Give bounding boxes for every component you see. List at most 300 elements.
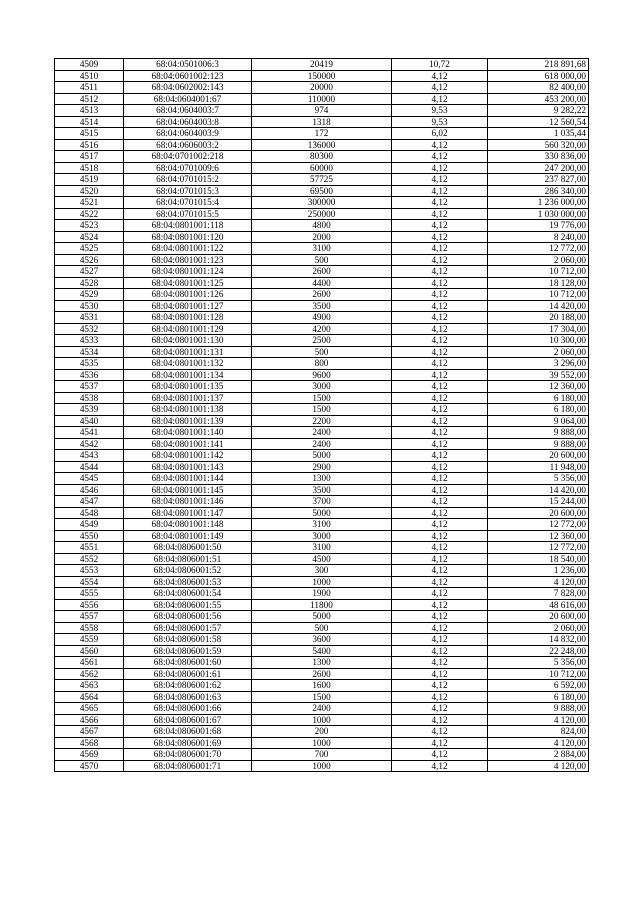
rate-cell: 4,12 bbox=[392, 346, 488, 358]
row-number-cell: 4535 bbox=[55, 358, 124, 370]
rate-cell: 4,12 bbox=[392, 93, 488, 105]
row-number-cell: 4510 bbox=[55, 70, 124, 82]
row-number-cell: 4516 bbox=[55, 139, 124, 151]
table-row bbox=[55, 404, 589, 416]
value-cell: 7 828,00 bbox=[488, 588, 589, 600]
table-row bbox=[55, 162, 589, 174]
value-cell: 12 560,54 bbox=[488, 116, 589, 128]
cadastral-number-cell: 68:04:0801001:128 bbox=[124, 312, 252, 324]
value-cell: 18 540,00 bbox=[488, 553, 589, 565]
table-row bbox=[55, 243, 589, 255]
value-cell: 10 712,00 bbox=[488, 289, 589, 301]
cadastral-number-cell: 68:04:0604001:67 bbox=[124, 93, 252, 105]
row-number-cell: 4565 bbox=[55, 703, 124, 715]
value-cell: 1 236 000,00 bbox=[488, 197, 589, 209]
cadastral-number-cell: 68:04:0801001:118 bbox=[124, 220, 252, 232]
row-number-cell: 4544 bbox=[55, 461, 124, 473]
row-number-cell: 4542 bbox=[55, 438, 124, 450]
area-cell: 300 bbox=[252, 565, 392, 577]
area-cell: 1300 bbox=[252, 657, 392, 669]
row-number-cell: 4515 bbox=[55, 128, 124, 140]
rate-cell: 10,72 bbox=[392, 59, 488, 71]
table-row bbox=[55, 277, 589, 289]
value-cell: 11 948,00 bbox=[488, 461, 589, 473]
cadastral-number-cell: 68:04:0806001:71 bbox=[124, 760, 252, 772]
area-cell: 1000 bbox=[252, 714, 392, 726]
row-number-cell: 4570 bbox=[55, 760, 124, 772]
value-cell: 6 180,00 bbox=[488, 392, 589, 404]
value-cell: 8 240,00 bbox=[488, 231, 589, 243]
value-cell: 14 420,00 bbox=[488, 300, 589, 312]
area-cell: 1000 bbox=[252, 760, 392, 772]
area-cell: 3700 bbox=[252, 496, 392, 508]
value-cell: 6 180,00 bbox=[488, 691, 589, 703]
table-row bbox=[55, 645, 589, 657]
rate-cell: 4,12 bbox=[392, 70, 488, 82]
value-cell: 824,00 bbox=[488, 726, 589, 738]
cadastral-number-cell: 68:04:0604003:7 bbox=[124, 105, 252, 117]
value-cell: 9 888,00 bbox=[488, 438, 589, 450]
area-cell: 1500 bbox=[252, 392, 392, 404]
rate-cell: 4,12 bbox=[392, 82, 488, 94]
value-cell: 20 188,00 bbox=[488, 312, 589, 324]
table-row bbox=[55, 151, 589, 163]
rate-cell: 4,12 bbox=[392, 714, 488, 726]
cadastral-number-cell: 68:04:0801001:143 bbox=[124, 461, 252, 473]
cadastral-number-cell: 68:04:0806001:56 bbox=[124, 611, 252, 623]
row-number-cell: 4518 bbox=[55, 162, 124, 174]
table-row bbox=[55, 599, 589, 611]
cadastral-number-cell: 68:04:0806001:57 bbox=[124, 622, 252, 634]
cadastral-number-cell: 68:04:0801001:124 bbox=[124, 266, 252, 278]
table-row bbox=[55, 369, 589, 381]
table-row bbox=[55, 381, 589, 393]
table-row bbox=[55, 300, 589, 312]
area-cell: 2600 bbox=[252, 289, 392, 301]
cadastral-number-cell: 68:04:0701015:3 bbox=[124, 185, 252, 197]
table-row bbox=[55, 415, 589, 427]
table-row bbox=[55, 680, 589, 692]
cadastral-number-cell: 68:04:0801001:145 bbox=[124, 484, 252, 496]
value-cell: 9 888,00 bbox=[488, 703, 589, 715]
cadastral-number-cell: 68:04:0801001:126 bbox=[124, 289, 252, 301]
area-cell: 800 bbox=[252, 358, 392, 370]
table-row bbox=[55, 519, 589, 531]
table-row bbox=[55, 691, 589, 703]
row-number-cell: 4519 bbox=[55, 174, 124, 186]
rate-cell: 4,12 bbox=[392, 369, 488, 381]
rate-cell: 4,12 bbox=[392, 530, 488, 542]
area-cell: 1900 bbox=[252, 588, 392, 600]
row-number-cell: 4532 bbox=[55, 323, 124, 335]
row-number-cell: 4564 bbox=[55, 691, 124, 703]
area-cell: 2000 bbox=[252, 231, 392, 243]
area-cell: 150000 bbox=[252, 70, 392, 82]
area-cell: 2500 bbox=[252, 335, 392, 347]
table-row bbox=[55, 749, 589, 761]
cadastral-number-cell: 68:04:0701009:6 bbox=[124, 162, 252, 174]
table-row bbox=[55, 703, 589, 715]
row-number-cell: 4553 bbox=[55, 565, 124, 577]
rate-cell: 4,12 bbox=[392, 323, 488, 335]
rate-cell: 4,12 bbox=[392, 392, 488, 404]
value-cell: 10 300,00 bbox=[488, 335, 589, 347]
area-cell: 2400 bbox=[252, 427, 392, 439]
rate-cell: 4,12 bbox=[392, 599, 488, 611]
cadastral-number-cell: 68:04:0801001:130 bbox=[124, 335, 252, 347]
table-row bbox=[55, 116, 589, 128]
area-cell: 1000 bbox=[252, 737, 392, 749]
value-cell: 1 035,44 bbox=[488, 128, 589, 140]
row-number-cell: 4556 bbox=[55, 599, 124, 611]
value-cell: 18 128,00 bbox=[488, 277, 589, 289]
rate-cell: 4,12 bbox=[392, 496, 488, 508]
value-cell: 19 776,00 bbox=[488, 220, 589, 232]
row-number-cell: 4538 bbox=[55, 392, 124, 404]
row-number-cell: 4554 bbox=[55, 576, 124, 588]
table-row bbox=[55, 59, 589, 71]
cadastral-number-cell: 68:04:0806001:59 bbox=[124, 645, 252, 657]
row-number-cell: 4525 bbox=[55, 243, 124, 255]
area-cell: 4200 bbox=[252, 323, 392, 335]
rate-cell: 4,12 bbox=[392, 289, 488, 301]
row-number-cell: 4549 bbox=[55, 519, 124, 531]
area-cell: 4800 bbox=[252, 220, 392, 232]
cadastral-number-cell: 68:04:0606003:2 bbox=[124, 139, 252, 151]
value-cell: 237 827,00 bbox=[488, 174, 589, 186]
value-cell: 17 304,00 bbox=[488, 323, 589, 335]
cadastral-number-cell: 68:04:0806001:51 bbox=[124, 553, 252, 565]
value-cell: 9 064,00 bbox=[488, 415, 589, 427]
table-row bbox=[55, 565, 589, 577]
table-row bbox=[55, 760, 589, 772]
table-row bbox=[55, 208, 589, 220]
row-number-cell: 4521 bbox=[55, 197, 124, 209]
area-cell: 3000 bbox=[252, 530, 392, 542]
row-number-cell: 4533 bbox=[55, 335, 124, 347]
table-row bbox=[55, 312, 589, 324]
cadastral-number-cell: 68:04:0801001:131 bbox=[124, 346, 252, 358]
cadastral-number-cell: 68:04:0806001:54 bbox=[124, 588, 252, 600]
row-number-cell: 4560 bbox=[55, 645, 124, 657]
cadastral-number-cell: 68:04:0806001:68 bbox=[124, 726, 252, 738]
rate-cell: 4,12 bbox=[392, 553, 488, 565]
cadastral-number-cell: 68:04:0801001:139 bbox=[124, 415, 252, 427]
area-cell: 3100 bbox=[252, 243, 392, 255]
cadastral-number-cell: 68:04:0801001:132 bbox=[124, 358, 252, 370]
rate-cell: 4,12 bbox=[392, 450, 488, 462]
cadastral-number-cell: 68:04:0801001:129 bbox=[124, 323, 252, 335]
row-number-cell: 4520 bbox=[55, 185, 124, 197]
rate-cell: 4,12 bbox=[392, 438, 488, 450]
area-cell: 4400 bbox=[252, 277, 392, 289]
value-cell: 12 772,00 bbox=[488, 519, 589, 531]
table-row bbox=[55, 668, 589, 680]
cadastral-number-cell: 68:04:0806001:62 bbox=[124, 680, 252, 692]
area-cell: 57725 bbox=[252, 174, 392, 186]
cadastral-number-cell: 68:04:0806001:63 bbox=[124, 691, 252, 703]
rate-cell: 4,12 bbox=[392, 588, 488, 600]
table-row bbox=[55, 507, 589, 519]
row-number-cell: 4523 bbox=[55, 220, 124, 232]
table-row bbox=[55, 220, 589, 232]
cadastral-number-cell: 68:04:0801001:135 bbox=[124, 381, 252, 393]
value-cell: 618 000,00 bbox=[488, 70, 589, 82]
table-row bbox=[55, 266, 589, 278]
cadastral-number-cell: 68:04:0806001:70 bbox=[124, 749, 252, 761]
area-cell: 60000 bbox=[252, 162, 392, 174]
cadastral-number-cell: 68:04:0801001:134 bbox=[124, 369, 252, 381]
row-number-cell: 4522 bbox=[55, 208, 124, 220]
cadastral-number-cell: 68:04:0806001:55 bbox=[124, 599, 252, 611]
area-cell: 20419 bbox=[252, 59, 392, 71]
value-cell: 6 180,00 bbox=[488, 404, 589, 416]
table-row bbox=[55, 93, 589, 105]
row-number-cell: 4536 bbox=[55, 369, 124, 381]
table-row bbox=[55, 588, 589, 600]
cadastral-number-cell: 68:04:0806001:58 bbox=[124, 634, 252, 646]
table-row bbox=[55, 70, 589, 82]
cadastral-number-cell: 68:04:0801001:142 bbox=[124, 450, 252, 462]
rate-cell: 4,12 bbox=[392, 335, 488, 347]
cadastral-number-cell: 68:04:0801001:147 bbox=[124, 507, 252, 519]
rate-cell: 4,12 bbox=[392, 358, 488, 370]
value-cell: 286 340,00 bbox=[488, 185, 589, 197]
row-number-cell: 4531 bbox=[55, 312, 124, 324]
row-number-cell: 4558 bbox=[55, 622, 124, 634]
row-number-cell: 4562 bbox=[55, 668, 124, 680]
table-row bbox=[55, 323, 589, 335]
table-body bbox=[55, 59, 589, 772]
cadastral-number-cell: 68:04:0801001:140 bbox=[124, 427, 252, 439]
rate-cell: 4,12 bbox=[392, 760, 488, 772]
rate-cell: 4,12 bbox=[392, 473, 488, 485]
area-cell: 1600 bbox=[252, 680, 392, 692]
rate-cell: 4,12 bbox=[392, 427, 488, 439]
table-row bbox=[55, 726, 589, 738]
cadastral-number-cell: 68:04:0604003:9 bbox=[124, 128, 252, 140]
rate-cell: 4,12 bbox=[392, 634, 488, 646]
value-cell: 4 120,00 bbox=[488, 714, 589, 726]
area-cell: 1500 bbox=[252, 404, 392, 416]
row-number-cell: 4511 bbox=[55, 82, 124, 94]
row-number-cell: 4517 bbox=[55, 151, 124, 163]
value-cell: 5 356,00 bbox=[488, 473, 589, 485]
table-row bbox=[55, 105, 589, 117]
table-row bbox=[55, 714, 589, 726]
value-cell: 4 120,00 bbox=[488, 737, 589, 749]
row-number-cell: 4557 bbox=[55, 611, 124, 623]
area-cell: 1500 bbox=[252, 691, 392, 703]
area-cell: 5000 bbox=[252, 507, 392, 519]
value-cell: 560 320,00 bbox=[488, 139, 589, 151]
rate-cell: 4,12 bbox=[392, 197, 488, 209]
row-number-cell: 4534 bbox=[55, 346, 124, 358]
cadastral-number-cell: 68:04:0801001:141 bbox=[124, 438, 252, 450]
rate-cell: 4,12 bbox=[392, 254, 488, 266]
area-cell: 5400 bbox=[252, 645, 392, 657]
rate-cell: 9,53 bbox=[392, 116, 488, 128]
cadastral-number-cell: 68:04:0806001:50 bbox=[124, 542, 252, 554]
value-cell: 4 120,00 bbox=[488, 576, 589, 588]
cadastral-number-cell: 68:04:0801001:138 bbox=[124, 404, 252, 416]
rate-cell: 4,12 bbox=[392, 737, 488, 749]
cadastral-number-cell: 68:04:0501006:3 bbox=[124, 59, 252, 71]
cadastral-number-cell: 68:04:0806001:66 bbox=[124, 703, 252, 715]
rate-cell: 4,12 bbox=[392, 519, 488, 531]
cadastral-number-cell: 68:04:0806001:60 bbox=[124, 657, 252, 669]
area-cell: 500 bbox=[252, 346, 392, 358]
rate-cell: 4,12 bbox=[392, 645, 488, 657]
area-cell: 9600 bbox=[252, 369, 392, 381]
area-cell: 500 bbox=[252, 254, 392, 266]
table-row bbox=[55, 496, 589, 508]
area-cell: 3500 bbox=[252, 300, 392, 312]
value-cell: 12 772,00 bbox=[488, 542, 589, 554]
rate-cell: 4,12 bbox=[392, 404, 488, 416]
area-cell: 1318 bbox=[252, 116, 392, 128]
area-cell: 2900 bbox=[252, 461, 392, 473]
cadastral-number-cell: 68:04:0701015:4 bbox=[124, 197, 252, 209]
table-row bbox=[55, 438, 589, 450]
row-number-cell: 4567 bbox=[55, 726, 124, 738]
row-number-cell: 4550 bbox=[55, 530, 124, 542]
area-cell: 3600 bbox=[252, 634, 392, 646]
area-cell: 136000 bbox=[252, 139, 392, 151]
area-cell: 5000 bbox=[252, 611, 392, 623]
row-number-cell: 4566 bbox=[55, 714, 124, 726]
table-row bbox=[55, 392, 589, 404]
value-cell: 22 248,00 bbox=[488, 645, 589, 657]
value-cell: 9 888,00 bbox=[488, 427, 589, 439]
value-cell: 20 600,00 bbox=[488, 611, 589, 623]
rate-cell: 6,02 bbox=[392, 128, 488, 140]
value-cell: 3 296,00 bbox=[488, 358, 589, 370]
table-row bbox=[55, 139, 589, 151]
cadastral-number-cell: 68:04:0801001:146 bbox=[124, 496, 252, 508]
cadastral-number-cell: 68:04:0602002:143 bbox=[124, 82, 252, 94]
area-cell: 20000 bbox=[252, 82, 392, 94]
rate-cell: 4,12 bbox=[392, 680, 488, 692]
value-cell: 1 236,00 bbox=[488, 565, 589, 577]
value-cell: 247 200,00 bbox=[488, 162, 589, 174]
rate-cell: 4,12 bbox=[392, 484, 488, 496]
cadastral-number-cell: 68:04:0701002:218 bbox=[124, 151, 252, 163]
rate-cell: 4,12 bbox=[392, 749, 488, 761]
rate-cell: 4,12 bbox=[392, 726, 488, 738]
rate-cell: 4,12 bbox=[392, 300, 488, 312]
table-row bbox=[55, 82, 589, 94]
area-cell: 2600 bbox=[252, 668, 392, 680]
value-cell: 2 884,00 bbox=[488, 749, 589, 761]
rate-cell: 4,12 bbox=[392, 277, 488, 289]
value-cell: 14 832,00 bbox=[488, 634, 589, 646]
table-row bbox=[55, 657, 589, 669]
rate-cell: 4,12 bbox=[392, 542, 488, 554]
rate-cell: 4,12 bbox=[392, 231, 488, 243]
value-cell: 15 244,00 bbox=[488, 496, 589, 508]
table-row bbox=[55, 611, 589, 623]
rate-cell: 4,12 bbox=[392, 162, 488, 174]
value-cell: 82 400,00 bbox=[488, 82, 589, 94]
row-number-cell: 4527 bbox=[55, 266, 124, 278]
row-number-cell: 4547 bbox=[55, 496, 124, 508]
area-cell: 2400 bbox=[252, 703, 392, 715]
area-cell: 300000 bbox=[252, 197, 392, 209]
value-cell: 9 282,22 bbox=[488, 105, 589, 117]
value-cell: 330 836,00 bbox=[488, 151, 589, 163]
table-row bbox=[55, 622, 589, 634]
table-row bbox=[55, 346, 589, 358]
table-row bbox=[55, 335, 589, 347]
value-cell: 10 712,00 bbox=[488, 668, 589, 680]
row-number-cell: 4528 bbox=[55, 277, 124, 289]
value-cell: 6 592,00 bbox=[488, 680, 589, 692]
table-row bbox=[55, 461, 589, 473]
cadastral-number-cell: 68:04:0801001:127 bbox=[124, 300, 252, 312]
row-number-cell: 4569 bbox=[55, 749, 124, 761]
value-cell: 20 600,00 bbox=[488, 450, 589, 462]
rate-cell: 4,12 bbox=[392, 266, 488, 278]
cadastral-number-cell: 68:04:0801001:122 bbox=[124, 243, 252, 255]
area-cell: 200 bbox=[252, 726, 392, 738]
row-number-cell: 4526 bbox=[55, 254, 124, 266]
table-row bbox=[55, 473, 589, 485]
rate-cell: 4,12 bbox=[392, 139, 488, 151]
row-number-cell: 4513 bbox=[55, 105, 124, 117]
value-cell: 2 060,00 bbox=[488, 346, 589, 358]
cadastral-number-cell: 68:04:0806001:61 bbox=[124, 668, 252, 680]
area-cell: 500 bbox=[252, 622, 392, 634]
table-row bbox=[55, 197, 589, 209]
row-number-cell: 4546 bbox=[55, 484, 124, 496]
rate-cell: 4,12 bbox=[392, 576, 488, 588]
rate-cell: 4,12 bbox=[392, 312, 488, 324]
cadastral-number-cell: 68:04:0701015:5 bbox=[124, 208, 252, 220]
rate-cell: 4,12 bbox=[392, 611, 488, 623]
value-cell: 14 420,00 bbox=[488, 484, 589, 496]
table-row bbox=[55, 553, 589, 565]
value-cell: 48 616,00 bbox=[488, 599, 589, 611]
area-cell: 110000 bbox=[252, 93, 392, 105]
value-cell: 1 030 000,00 bbox=[488, 208, 589, 220]
area-cell: 1000 bbox=[252, 576, 392, 588]
rate-cell: 4,12 bbox=[392, 622, 488, 634]
row-number-cell: 4514 bbox=[55, 116, 124, 128]
area-cell: 172 bbox=[252, 128, 392, 140]
row-number-cell: 4541 bbox=[55, 427, 124, 439]
rate-cell: 4,12 bbox=[392, 507, 488, 519]
cadastral-number-cell: 68:04:0801001:120 bbox=[124, 231, 252, 243]
row-number-cell: 4555 bbox=[55, 588, 124, 600]
cadastral-number-cell: 68:04:0806001:69 bbox=[124, 737, 252, 749]
value-cell: 2 060,00 bbox=[488, 622, 589, 634]
rate-cell: 4,12 bbox=[392, 565, 488, 577]
rate-cell: 4,12 bbox=[392, 415, 488, 427]
row-number-cell: 4552 bbox=[55, 553, 124, 565]
table-row bbox=[55, 289, 589, 301]
value-cell: 5 356,00 bbox=[488, 657, 589, 669]
cadastral-number-cell: 68:04:0604003:8 bbox=[124, 116, 252, 128]
cadastral-number-cell: 68:04:0801001:144 bbox=[124, 473, 252, 485]
area-cell: 2600 bbox=[252, 266, 392, 278]
cadastral-number-cell: 68:04:0806001:53 bbox=[124, 576, 252, 588]
rate-cell: 4,12 bbox=[392, 668, 488, 680]
value-cell: 4 120,00 bbox=[488, 760, 589, 772]
area-cell: 3100 bbox=[252, 542, 392, 554]
area-cell: 3500 bbox=[252, 484, 392, 496]
rate-cell: 4,12 bbox=[392, 174, 488, 186]
